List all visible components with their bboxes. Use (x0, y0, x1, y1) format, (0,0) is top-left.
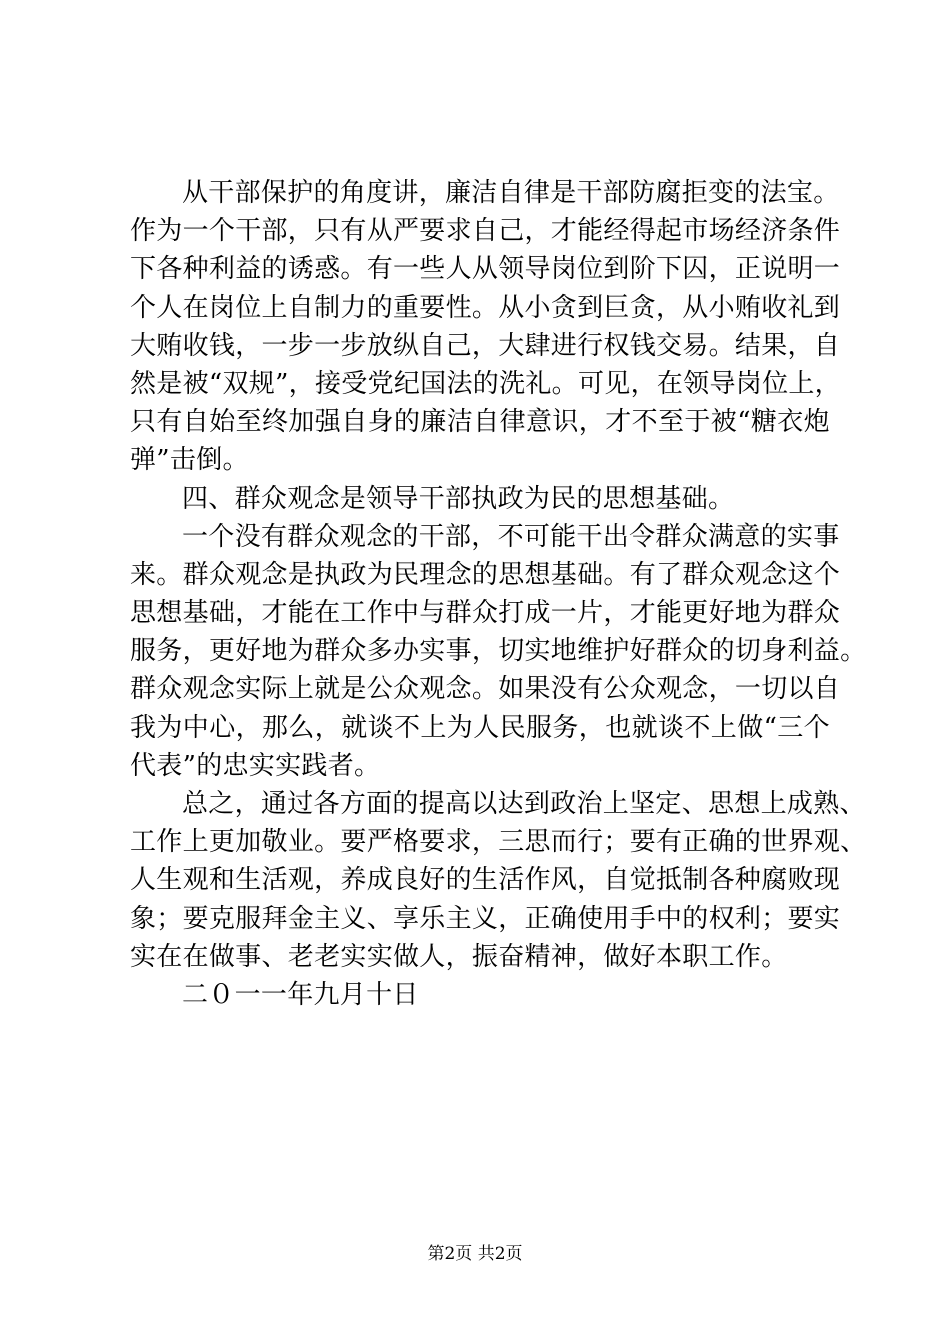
text-line: 一个没有群众观念的干部，不可能干出令群众满意的实事 (182, 521, 840, 552)
text-line: 服务，更好地为群众多办实事，切实地维护好群众的切身利益。 (130, 636, 867, 667)
text-line: 我为中心，那么，就谈不上为人民服务，也就谈不上做“三个 (130, 712, 830, 743)
text-line: 思想基础，才能在工作中与群众打成一片，才能更好地为群众 (130, 598, 841, 629)
text-line: 来。群众观念是执政为民理念的思想基础。有了群众观念这个 (130, 559, 841, 590)
text-line: 实在在做事、老老实实做人，振奋精神，做好本职工作。 (130, 941, 788, 972)
text-line: 象；要克服拜金主义、享乐主义，正确使用手中的权利；要实 (130, 903, 841, 934)
text-line: 只有自始至终加强自身的廉洁自律意识，才不至于被“糖衣炮 (130, 407, 830, 438)
document-body (130, 174, 867, 1014)
text-line: 从干部保护的角度讲，廉洁自律是干部防腐拒变的法宝。 (182, 178, 840, 208)
text-line: 群众观念实际上就是公众观念。如果没有公众观念，一切以自 (130, 674, 841, 705)
page-number-footer: 第2页 共2页 (427, 1244, 523, 1264)
text-line: 作为一个干部，只有从严要求自己，才能经得起市场经济条件 (130, 216, 841, 247)
date-line: 二０一一年九月十日 (182, 979, 419, 1010)
text-line: 工作上更加敬业。要严格要求，三思而行；要有正确的世界观、 (130, 827, 867, 858)
text-line: 下各种利益的诱惑。有一些人从领导岗位到阶下囚，正说明一 (130, 254, 841, 285)
text-line: 然是被“双规”，接受党纪国法的洗礼。可见，在领导岗位上， (130, 368, 841, 399)
text-line: 大贿收钱，一步一步放纵自己，大肆进行权钱交易。结果，自 (130, 330, 841, 361)
text-line: 个人在岗位上自制力的重要性。从小贪到巨贪，从小贿收礼到 (130, 292, 841, 323)
text-line: 总之，通过各方面的提高以达到政治上坚定、思想上成熟、 (182, 789, 866, 819)
text-line: 代表”的忠实实践者。 (130, 750, 381, 781)
section-heading: 四、群众观念是领导干部执政为民的思想基础。 (182, 483, 735, 514)
text-line: 弹”击倒。 (130, 445, 249, 476)
text-line: 人生观和生活观，养成良好的生活作风，自觉抵制各种腐败现 (130, 865, 841, 896)
